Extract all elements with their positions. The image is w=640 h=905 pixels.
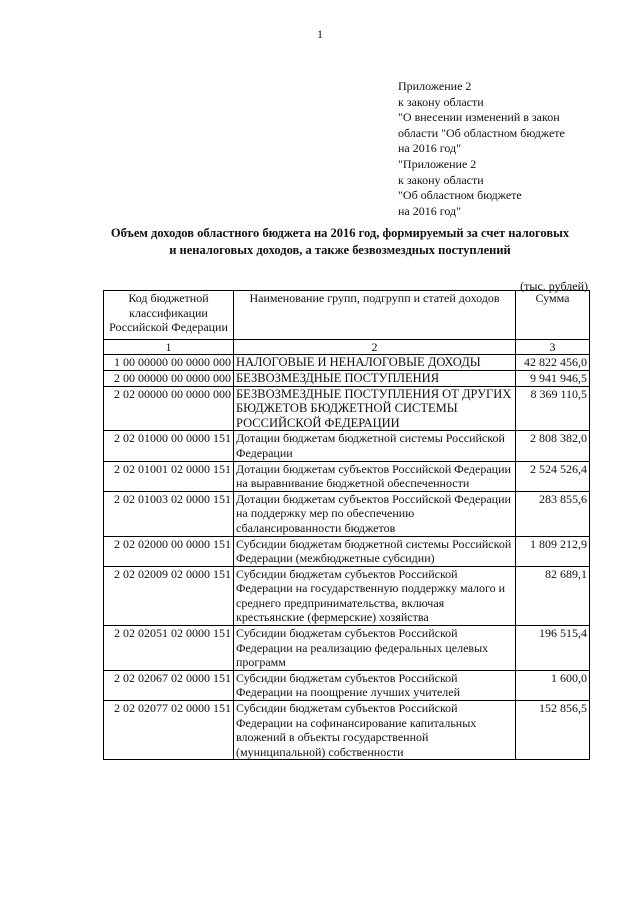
title-line: Объем доходов областного бюджета на 2016 год, формируемый за счет налоговых bbox=[110, 226, 570, 240]
row-code: 2 02 02051 02 0000 151 bbox=[104, 626, 234, 671]
appendix-line: "О внесении изменений в закон bbox=[398, 110, 560, 125]
table-row bbox=[104, 431, 590, 461]
table-header-row bbox=[104, 291, 590, 340]
row-code: 2 02 02067 02 0000 151 bbox=[104, 670, 234, 700]
table-row bbox=[104, 701, 590, 760]
row-code: 2 02 02009 02 0000 151 bbox=[104, 566, 234, 625]
row-name: БЕЗВОЗМЕЗДНЫЕ ПОСТУПЛЕНИЯ ОТ ДРУГИХ БЮДЖЕТОВ БЮДЖЕТНОЙ СИСТЕМЫ РОССИЙСКОЙ ФЕДЕРАЦИИ bbox=[234, 386, 516, 431]
row-name: Дотации бюджетам субъектов Российской Федерации на поддержку мер по обеспечению сбалансированности бюджетов bbox=[234, 491, 516, 536]
row-code: 2 02 00000 00 0000 000 bbox=[104, 386, 234, 431]
row-code: 2 02 02000 00 0000 151 bbox=[104, 536, 234, 566]
row-amount: 2 808 382,0 bbox=[516, 431, 590, 461]
appendix-line: "Приложение 2 bbox=[398, 156, 477, 171]
appendix-line: области "Об областном бюджете bbox=[398, 125, 565, 140]
table-row bbox=[104, 536, 590, 566]
row-amount: 9 941 946,5 bbox=[516, 370, 590, 386]
row-amount: 152 856,5 bbox=[516, 701, 590, 760]
column-number: 3 bbox=[516, 339, 590, 355]
document-title bbox=[90, 225, 590, 259]
row-amount: 42 822 456,0 bbox=[516, 355, 590, 371]
row-name: Субсидии бюджетам субъектов Российской Федерации на государственную поддержку малого и среднего предпринимательства, включая крестьянские (фермерские) хозяйства bbox=[234, 566, 516, 625]
column-number: 1 bbox=[104, 339, 234, 355]
header-code: Код бюджетной классификации Российской Федерации bbox=[104, 291, 234, 340]
table-row bbox=[104, 566, 590, 625]
column-number: 2 bbox=[234, 339, 516, 355]
appendix-line: на 2016 год" bbox=[398, 141, 462, 156]
row-amount: 1 600,0 bbox=[516, 670, 590, 700]
row-name: Субсидии бюджетам бюджетной системы Российской Федерации (межбюджетные субсидии) bbox=[234, 536, 516, 566]
budget-table bbox=[103, 290, 590, 760]
table-row bbox=[104, 370, 590, 386]
header-name: Наименование групп, подгрупп и статей доходов bbox=[234, 291, 516, 340]
row-code: 2 02 02077 02 0000 151 bbox=[104, 701, 234, 760]
header-amount: Сумма bbox=[516, 291, 590, 340]
units-label: (тыс. рублей) bbox=[520, 279, 588, 293]
page-number: 1 bbox=[317, 27, 323, 41]
row-code: 2 00 00000 00 0000 000 bbox=[104, 370, 234, 386]
table-row bbox=[104, 461, 590, 491]
appendix-line: Приложение 2 bbox=[398, 79, 472, 93]
appendix-line: к закону области bbox=[398, 94, 484, 109]
row-code: 2 02 01000 00 0000 151 bbox=[104, 431, 234, 461]
row-amount: 2 524 526,4 bbox=[516, 461, 590, 491]
row-name: Субсидии бюджетам субъектов Российской Федерации на реализацию федеральных целевых программ bbox=[234, 626, 516, 671]
row-amount: 196 515,4 bbox=[516, 626, 590, 671]
appendix-line: на 2016 год" bbox=[398, 203, 462, 218]
appendix-line: "Об областном бюджете bbox=[398, 188, 522, 203]
row-amount: 8 369 110,5 bbox=[516, 386, 590, 431]
table-row bbox=[104, 626, 590, 671]
column-number-row bbox=[104, 339, 590, 355]
row-name: НАЛОГОВЫЕ И НЕНАЛОГОВЫЕ ДОХОДЫ bbox=[234, 355, 516, 371]
table-row bbox=[104, 355, 590, 371]
table-row bbox=[104, 491, 590, 536]
table-row bbox=[104, 386, 590, 431]
row-name: Дотации бюджетам бюджетной системы Российской Федерации bbox=[234, 431, 516, 461]
row-name: Субсидии бюджетам субъектов Российской Федерации на софинансирование капитальных вложений в объекты государственной (муниципальной) собственности bbox=[234, 701, 516, 760]
row-amount: 1 809 212,9 bbox=[516, 536, 590, 566]
title-line: и неналоговых доходов, а также безвозмездных поступлений bbox=[169, 243, 511, 257]
row-code: 1 00 00000 00 0000 000 bbox=[104, 355, 234, 371]
row-name: Субсидии бюджетам субъектов Российской Федерации на поощрение лучших учителей bbox=[234, 670, 516, 700]
row-name: Дотации бюджетам субъектов Российской Федерации на выравнивание бюджетной обеспеченности bbox=[234, 461, 516, 491]
appendix-note bbox=[398, 79, 628, 219]
row-code: 2 02 01003 02 0000 151 bbox=[104, 491, 234, 536]
table-row bbox=[104, 670, 590, 700]
row-code: 2 02 01001 02 0000 151 bbox=[104, 461, 234, 491]
appendix-line: к закону области bbox=[398, 172, 484, 187]
row-amount: 283 855,6 bbox=[516, 491, 590, 536]
row-name: БЕЗВОЗМЕЗДНЫЕ ПОСТУПЛЕНИЯ bbox=[234, 370, 516, 386]
row-amount: 82 689,1 bbox=[516, 566, 590, 625]
